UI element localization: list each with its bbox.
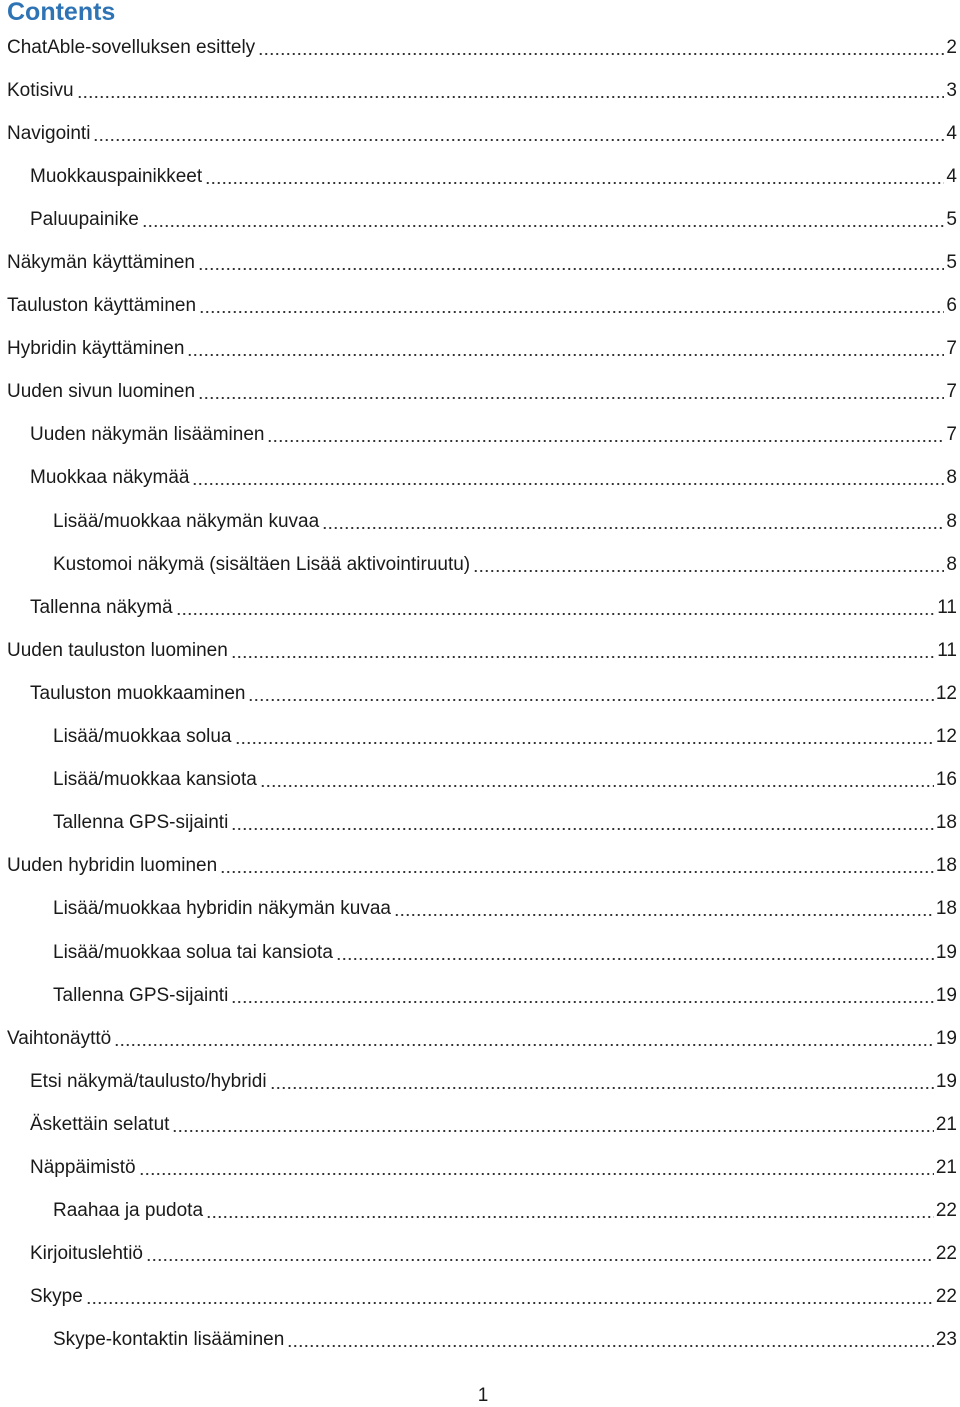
toc-leader-dots	[220, 870, 934, 874]
toc-entry-title: Skype-kontaktin lisääminen	[53, 1329, 285, 1351]
toc-leader-dots	[77, 95, 945, 99]
toc-leader-dots	[146, 1258, 934, 1262]
toc-entry-title: Kirjoituslehtiö	[30, 1243, 143, 1265]
toc-entry-12[interactable]	[0, 500, 960, 543]
toc-entry-21[interactable]	[0, 888, 960, 931]
toc-entry-title: Tauluston käyttäminen	[7, 295, 197, 317]
toc-entry-page: 8	[946, 510, 957, 532]
toc-leader-dots	[394, 913, 934, 917]
toc-leader-dots	[187, 353, 944, 357]
toc-entry-page: 16	[935, 769, 957, 791]
toc-leader-dots	[322, 526, 944, 530]
toc-entry-page: 12	[935, 682, 957, 704]
toc-entry-page: 22	[935, 1243, 957, 1265]
toc-leader-dots	[192, 482, 944, 486]
toc-entry-title: Kustomoi näkymä (sisältäen Lisää aktivointiruutu)	[53, 553, 471, 575]
toc-entry-title: Lisää/muokkaa näkymän kuvaa	[53, 510, 320, 532]
toc-entry-page: 5	[946, 252, 957, 274]
toc-entry-page: 18	[935, 855, 957, 877]
toc-entry-page: 4	[946, 165, 957, 187]
toc-entry-1[interactable]	[0, 26, 960, 69]
toc-entry-title: Tallenna GPS-sijainti	[53, 984, 229, 1006]
toc-entry-14[interactable]	[0, 586, 960, 629]
toc-entry-title: Uuden sivun luominen	[7, 381, 196, 403]
toc-leader-dots	[258, 52, 944, 56]
toc-leader-dots	[114, 1043, 934, 1047]
toc-leader-dots	[139, 1172, 934, 1176]
toc-leader-dots	[336, 957, 934, 961]
toc-entry-title: Tauluston muokkaaminen	[30, 682, 246, 704]
toc-entry-page: 3	[946, 79, 957, 101]
toc-entry-page: 22	[935, 1286, 957, 1308]
toc-entry-title: Uuden hybridin luominen	[7, 855, 218, 877]
toc-entry-17[interactable]	[0, 716, 960, 759]
toc-entry-16[interactable]	[0, 672, 960, 715]
toc-entry-title: Äskettäin selatut	[30, 1113, 170, 1135]
toc-entry-31[interactable]	[0, 1319, 960, 1362]
toc-entry-title: Muokkaa näkymää	[30, 467, 190, 489]
toc-entry-page: 19	[935, 941, 957, 963]
toc-entry-2[interactable]	[0, 69, 960, 112]
toc-entry-title: ChatAble-sovelluksen esittely	[7, 36, 256, 58]
toc-entry-title: Uuden näkymän lisääminen	[30, 424, 265, 446]
toc-entry-7[interactable]	[0, 285, 960, 328]
toc-leader-dots	[172, 1129, 933, 1133]
toc-leader-dots	[198, 267, 944, 271]
toc-leader-dots	[231, 655, 936, 659]
toc-entry-9[interactable]	[0, 371, 960, 414]
toc-entry-page: 11	[937, 596, 957, 618]
toc-entry-page: 7	[946, 338, 957, 360]
toc-entry-title: Tallenna GPS-sijainti	[53, 812, 229, 834]
toc-leader-dots	[142, 224, 945, 228]
toc-leader-dots	[260, 784, 934, 788]
toc-entry-page: 21	[935, 1113, 957, 1135]
toc-entry-page: 19	[935, 984, 957, 1006]
toc-entry-page: 2	[946, 36, 957, 58]
toc-entry-page: 8	[946, 553, 957, 575]
toc-entry-page: 7	[946, 424, 957, 446]
toc-leader-dots	[267, 439, 944, 443]
toc-entry-title: Hybridin käyttäminen	[7, 338, 185, 360]
toc-leader-dots	[205, 181, 944, 185]
toc-entry-15[interactable]	[0, 629, 960, 672]
toc-leader-dots	[206, 1215, 934, 1219]
toc-entry-5[interactable]	[0, 198, 960, 241]
toc-entry-title: Näkymän käyttäminen	[7, 252, 195, 274]
toc-leader-dots	[86, 1301, 934, 1305]
toc-entry-title: Skype	[30, 1286, 83, 1308]
toc-entry-28[interactable]	[0, 1190, 960, 1233]
toc-leader-dots	[199, 310, 944, 314]
toc-leader-dots	[231, 827, 934, 831]
toc-entry-page: 7	[946, 381, 957, 403]
toc-entry-18[interactable]	[0, 759, 960, 802]
toc-entry-24[interactable]	[0, 1017, 960, 1060]
toc-entry-page: 18	[935, 812, 957, 834]
toc-entry-title: Lisää/muokkaa solua	[53, 726, 232, 748]
toc-entry-page: 21	[935, 1156, 957, 1178]
toc-entry-page: 19	[935, 1070, 957, 1092]
toc-leader-dots	[198, 396, 944, 400]
toc-entry-29[interactable]	[0, 1233, 960, 1276]
toc-entry-page: 4	[946, 122, 957, 144]
toc-entry-page: 8	[946, 467, 957, 489]
toc-entry-11[interactable]	[0, 457, 960, 500]
toc-entry-title: Lisää/muokkaa hybridin näkymän kuvaa	[53, 898, 391, 920]
toc-entry-title: Vaihtonäyttö	[7, 1027, 112, 1049]
toc-entry-4[interactable]	[0, 155, 960, 198]
toc-entry-title: Navigointi	[7, 122, 91, 144]
toc-leader-dots	[176, 612, 936, 616]
toc-entry-13[interactable]	[0, 543, 960, 586]
toc-heading: Contents	[7, 0, 116, 26]
toc-entry-title: Uuden tauluston luominen	[7, 639, 228, 661]
toc-entry-page: 23	[935, 1329, 957, 1351]
toc-entry-page: 11	[937, 639, 957, 661]
toc-entry-19[interactable]	[0, 802, 960, 845]
toc-entry-title: Muokkauspainikkeet	[30, 165, 203, 187]
toc-entry-title: Etsi näkymä/taulusto/hybridi	[30, 1070, 267, 1092]
toc-entry-title: Lisää/muokkaa kansiota	[53, 769, 257, 791]
toc-entry-title: Lisää/muokkaa solua tai kansiota	[53, 941, 333, 963]
toc-leader-dots	[235, 741, 934, 745]
toc-entry-6[interactable]	[0, 241, 960, 284]
page-number: 1	[477, 1385, 489, 1406]
toc-leader-dots	[93, 138, 944, 142]
toc-entry-page: 19	[935, 1027, 957, 1049]
toc-entry-20[interactable]	[0, 845, 960, 888]
toc-entry-3[interactable]	[0, 112, 960, 155]
toc-entry-title: Paluupainike	[30, 208, 139, 230]
toc-entry-27[interactable]	[0, 1146, 960, 1189]
toc-entry-22[interactable]	[0, 931, 960, 974]
toc-entry-title: Raahaa ja pudota	[53, 1200, 204, 1222]
toc-entry-page: 5	[946, 208, 957, 230]
toc-entry-page: 18	[935, 898, 957, 920]
toc-entry-10[interactable]	[0, 414, 960, 457]
toc-entry-23[interactable]	[0, 974, 960, 1017]
toc-entry-8[interactable]	[0, 328, 960, 371]
toc-leader-dots	[248, 698, 933, 702]
toc-entry-26[interactable]	[0, 1103, 960, 1146]
toc-entry-title: Tallenna näkymä	[30, 596, 173, 618]
toc-leader-dots	[473, 569, 944, 573]
toc-entry-title: Kotisivu	[7, 79, 74, 101]
toc-entry-page: 22	[935, 1200, 957, 1222]
toc-entry-page: 6	[946, 295, 957, 317]
toc-leader-dots	[231, 1000, 934, 1004]
toc-entry-30[interactable]	[0, 1276, 960, 1319]
toc-leader-dots	[270, 1086, 934, 1090]
toc-leader-dots	[287, 1344, 934, 1348]
toc-entry-25[interactable]	[0, 1060, 960, 1103]
toc-entry-title: Näppäimistö	[30, 1156, 136, 1178]
toc-entry-page: 12	[935, 726, 957, 748]
toc-list	[0, 26, 960, 1362]
